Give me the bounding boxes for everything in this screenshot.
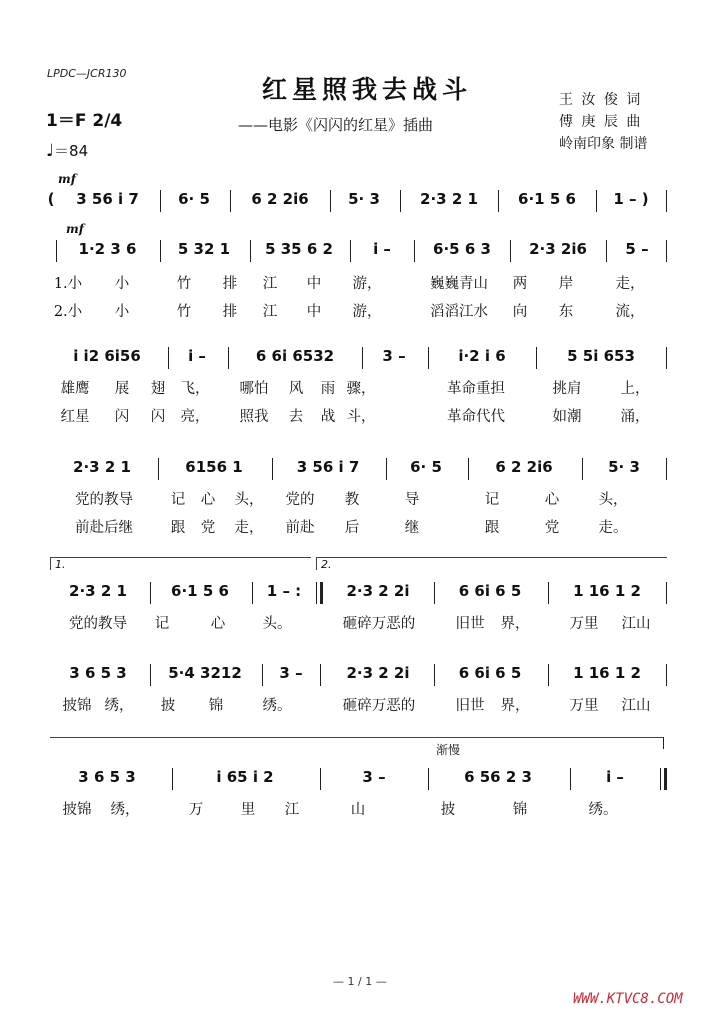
lyric: 风	[288, 381, 304, 397]
lyric: 万	[188, 802, 204, 818]
transcriber-credit: 岭南印象 制谱	[559, 136, 648, 152]
lyric: 披锦	[62, 698, 92, 714]
lyric: 红星	[60, 409, 90, 425]
page-number: — 1 / 1 —	[333, 975, 387, 988]
lyric: 后	[344, 520, 360, 536]
lyric: 向	[512, 304, 528, 320]
line3-bar-4: 6· 5	[410, 458, 442, 476]
verse-line-5	[0, 664, 717, 734]
intro-bar-4: 5· 3	[348, 190, 380, 208]
lyric: 前赴后继	[75, 520, 133, 536]
lyricist-credit: 王 汝 俊 词	[559, 92, 643, 108]
verse-line-4	[0, 582, 717, 652]
lyric: 滔滔江水	[430, 304, 488, 320]
line2-bar-6: 5 5i 653	[567, 347, 635, 365]
verse-line-2	[0, 347, 717, 437]
lyric: 中	[306, 276, 322, 292]
lyric: 党	[200, 520, 216, 536]
lyric: 江	[284, 802, 300, 818]
first-ending-bracket	[50, 557, 311, 570]
lyric: 雨	[320, 381, 336, 397]
lyric: 党的	[285, 492, 315, 508]
lyric: 心	[544, 492, 560, 508]
lyric: 上，	[620, 381, 650, 397]
lyric: 竹	[176, 276, 192, 292]
verse-line-6	[0, 768, 717, 838]
lyric: 小	[114, 276, 130, 292]
lyric: 记	[484, 492, 500, 508]
lyric: 两	[512, 276, 528, 292]
second-ending-bracket	[316, 557, 667, 570]
lyric: 头。	[262, 616, 292, 632]
lyric: 披	[160, 698, 176, 714]
lyric: 锦	[208, 698, 224, 714]
lyric: 革命代代	[447, 409, 505, 425]
section-divider-line	[50, 737, 664, 738]
volta-2-label: 2.	[321, 558, 332, 571]
lyric: 游，	[352, 304, 382, 320]
lyric: 山	[350, 802, 366, 818]
line2-bar-5: i·2 i 6	[458, 347, 506, 365]
lyric: 挑肩	[552, 381, 582, 397]
intro-bar-5: 2·3 2 1	[420, 190, 478, 208]
line6-bar-4: 6 56 2 3	[464, 768, 532, 786]
lyric: 照我	[239, 409, 269, 425]
lyric: 锦	[512, 802, 528, 818]
line5-bar-1: 3 6 5 3	[69, 664, 127, 682]
lyric: 岸	[558, 276, 574, 292]
line6-bar-5: i –	[606, 768, 624, 786]
lyric: 教	[344, 492, 360, 508]
line1-bar-1: 1·2 3 6	[78, 240, 137, 258]
line3-bar-6: 5· 3	[608, 458, 640, 476]
lyric: 排	[222, 276, 238, 292]
lyric: 党的教导	[75, 492, 133, 508]
dynamic-mf-intro: mf	[58, 172, 76, 186]
line5-bar-5: 6 6i 6 5	[458, 664, 522, 682]
lyric: 哪怕	[239, 381, 269, 397]
lyric: 翅	[150, 381, 166, 397]
lyric: 万里	[569, 698, 599, 714]
lyric: 走。	[598, 520, 628, 536]
lyric: 飞，	[180, 381, 210, 397]
lyric: 记	[170, 492, 186, 508]
lyric: 继	[404, 520, 420, 536]
line4-bar-6: 1 16 1 2	[573, 582, 641, 600]
intro-bar-7: 1 – )	[613, 190, 649, 208]
lyric: 披	[440, 802, 456, 818]
line1-bar-3: 5 35 6 2	[265, 240, 333, 258]
line4-bar-4: 2·3 2 2i	[346, 582, 410, 600]
lyric: 党的教导	[69, 616, 127, 632]
line5-bar-4: 2·3 2 2i	[346, 664, 410, 682]
lyric: 绣。	[262, 698, 292, 714]
intro-bar-3: 6 2 2i6	[251, 190, 309, 208]
lyric: 旧世	[455, 698, 485, 714]
lyric: 巍巍青山	[430, 276, 488, 292]
line1-bar-4: i –	[373, 240, 391, 258]
lyric: 去	[288, 409, 304, 425]
lyric: 江	[262, 276, 278, 292]
song-title: 红星照我去战斗	[262, 75, 473, 104]
lyric: 雄鹰	[60, 381, 90, 397]
line5-bar-6: 1 16 1 2	[573, 664, 641, 682]
line2-bar-2: i –	[188, 347, 206, 365]
lyric: 2.小	[53, 304, 83, 320]
line4-bar-1: 2·3 2 1	[69, 582, 127, 600]
lyric: 绣，	[110, 802, 140, 818]
lyric: 头，	[234, 492, 264, 508]
lyric: 骤，	[346, 381, 376, 397]
key-signature: 1＝F 2/4	[46, 111, 123, 131]
lyric: 东	[558, 304, 574, 320]
line5-bar-3: 3 –	[279, 664, 303, 682]
intro-line	[0, 190, 717, 220]
line3-bar-2: 6156 1	[185, 458, 243, 476]
lyric: 心	[200, 492, 216, 508]
tempo-value: ＝84	[54, 142, 89, 160]
line6-bar-3: 3 –	[362, 768, 386, 786]
verse-line-3	[0, 458, 717, 548]
lyric: 跟	[170, 520, 186, 536]
line4-bar-2: 6·1 5 6	[171, 582, 229, 600]
lyric: 1.小	[53, 276, 83, 292]
line5-bar-2: 5·4 3212	[168, 664, 242, 682]
lyric: 江山	[621, 616, 651, 632]
lyric: 游，	[352, 276, 382, 292]
lyric: 小	[114, 304, 130, 320]
lyric: 旧世	[455, 616, 485, 632]
line4-bar-3: 1 – :	[266, 582, 302, 600]
line1-bar-7: 5 –	[625, 240, 649, 258]
lyric: 头，	[598, 492, 628, 508]
lyric: 跟	[484, 520, 500, 536]
lyric: 中	[306, 304, 322, 320]
intro-bar-1: 3 56 i 7	[76, 190, 139, 208]
lyric: 展	[114, 381, 130, 397]
lyric: 里	[240, 802, 256, 818]
lyric: 导	[404, 492, 420, 508]
lyric: 流，	[615, 304, 645, 320]
lyric: 绣。	[588, 802, 618, 818]
ritardando-marking: 渐慢	[436, 743, 461, 757]
lyric: 闪	[114, 409, 130, 425]
tempo-marking	[46, 140, 88, 161]
line2-bar-4: 3 –	[382, 347, 406, 365]
dynamic-mf-verse: mf	[66, 222, 84, 236]
lyric: 江	[262, 304, 278, 320]
lyric: 砸碎万恶的	[342, 698, 416, 714]
line4-bar-5: 6 6i 6 5	[458, 582, 522, 600]
line2-bar-3: 6 6i 6532	[255, 347, 335, 365]
line6-bar-2: i 65 i 2	[216, 768, 274, 786]
lyric: 界，	[500, 616, 530, 632]
score-reference-code: LPDC—JCR130	[47, 67, 127, 80]
intro-bar-6: 6·1 5 6	[518, 190, 576, 208]
volta-1-label: 1.	[55, 558, 66, 571]
lyric: 记	[154, 616, 170, 632]
lyric: 前赴	[285, 520, 315, 536]
line1-bar-2: 5 32 1	[177, 240, 231, 258]
lyric: 心	[210, 616, 226, 632]
lyric: 如潮	[552, 409, 582, 425]
lyric: 竹	[176, 304, 192, 320]
lyric: 走，	[615, 276, 645, 292]
lyric: 披锦	[62, 802, 92, 818]
lyric: 江山	[621, 698, 651, 714]
lyric: 革命重担	[447, 381, 505, 397]
song-subtitle: ——电影《闪闪的红星》插曲	[238, 116, 434, 134]
line3-bar-1: 2·3 2 1	[73, 458, 131, 476]
line1-bar-5: 6·5 6 3	[433, 240, 491, 258]
line3-bar-5: 6 2 2i6	[495, 458, 553, 476]
quarter-note-icon: ♩	[46, 141, 55, 161]
lyric: 绣，	[104, 698, 134, 714]
line2-bar-1: i i2 6i56	[73, 347, 141, 365]
lyric: 党	[544, 520, 560, 536]
lyric: 斗，	[346, 409, 376, 425]
intro-bar-2: 6· 5	[178, 190, 210, 208]
lyric: 闪	[150, 409, 166, 425]
website-watermark[interactable]: WWW.KTVC8.COM	[573, 991, 683, 1007]
verse-line-1	[0, 240, 717, 330]
intro-open-paren: (	[47, 190, 55, 208]
line1-bar-6: 2·3 2i6	[529, 240, 587, 258]
lyric: 界，	[500, 698, 530, 714]
lyric: 战	[320, 409, 336, 425]
lyric: 万里	[569, 616, 599, 632]
line3-bar-3: 3 56 i 7	[296, 458, 360, 476]
composer-credit: 傅 庚 辰 曲	[559, 114, 643, 130]
lyric: 亮，	[180, 409, 210, 425]
lyric: 排	[222, 304, 238, 320]
lyric: 走，	[234, 520, 264, 536]
lyric: 涌，	[620, 409, 650, 425]
lyric: 砸碎万恶的	[342, 616, 416, 632]
line6-bar-1: 3 6 5 3	[78, 768, 136, 786]
